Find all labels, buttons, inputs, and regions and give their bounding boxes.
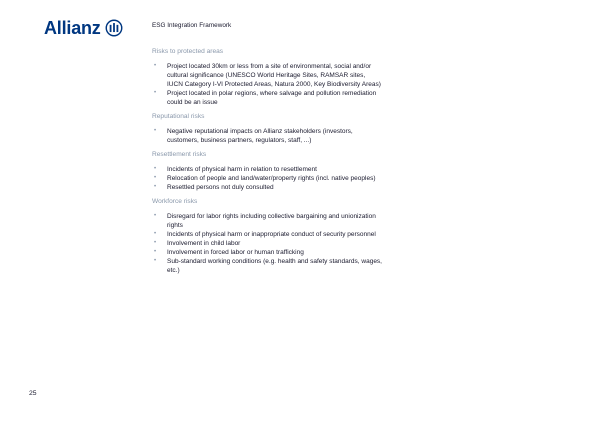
- section-heading: Reputational risks: [152, 113, 205, 120]
- section-heading: Workforce risks: [152, 198, 198, 205]
- document-title: ESG Integration Framework: [152, 22, 232, 29]
- list-item: • Relocation of people and land/water/property rights (incl. native peoples): [152, 174, 382, 183]
- list-item: • Involvement in forced labor or human trafficking: [152, 248, 382, 257]
- list-item: • Negative reputational impacts on Allianz stakeholders (investors, customers, business partners, regulators, staff, ...): [152, 127, 382, 145]
- bullet-list: [152, 62, 382, 107]
- bullet-list: [152, 165, 382, 192]
- bullet-list: [152, 212, 382, 275]
- bullet-list: [152, 127, 382, 145]
- list-item: • Involvement in child labor: [152, 239, 382, 248]
- brand-name: Allianz: [44, 18, 101, 38]
- page-number: 25: [29, 390, 37, 397]
- section-workforce: [152, 197, 382, 275]
- section-heading: Risks to protected areas: [152, 48, 224, 55]
- section-resettlement: [152, 150, 382, 192]
- list-item: • Sub-standard working conditions (e.g. health and safety standards, wages, etc.): [152, 257, 382, 275]
- list-item: • Project located in polar regions, where salvage and pollution remediation could be an issue: [152, 89, 382, 107]
- allianz-eagle-logo-icon: [105, 19, 123, 37]
- risk-list: [152, 47, 382, 280]
- section-reputational: [152, 112, 382, 145]
- allianz-logo: [44, 18, 123, 38]
- list-item: • Incidents of physical harm or inappropriate conduct of security personnel: [152, 230, 382, 239]
- list-item: • Project located 30km or less from a site of environmental, social and/or cultural significance (UNESCO World Heritage Sites, RAMSAR sites, IUCN Category I-VI Protected Areas, Natura 2000, Key Biodiversity Areas): [152, 62, 382, 89]
- section-protected-areas: [152, 47, 382, 107]
- list-item: • Incidents of physical harm in relation to resettlement: [152, 165, 382, 174]
- list-item: • Disregard for labor rights including collective bargaining and unionization rights: [152, 212, 382, 230]
- list-item: • Resettled persons not duly consulted: [152, 183, 382, 192]
- section-heading: Resettlement risks: [152, 151, 207, 158]
